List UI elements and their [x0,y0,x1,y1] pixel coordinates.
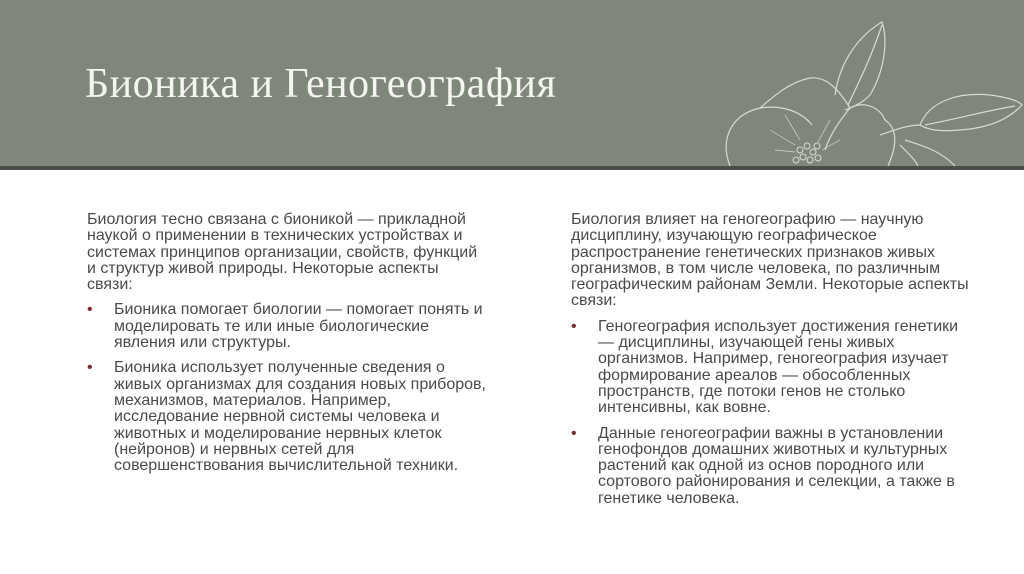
list-item [87,360,487,474]
bionics-intro: Биология тесно связана с бионикой — прикладной наукой о применении в технических устройствах и системах принципов организации, свойств, функций и структур живой природы. Некоторые аспекты связи: [87,211,478,294]
slide-title: Бионика и Геногеография [85,61,557,107]
flower-illustration-icon [700,0,1024,168]
list-item-text: Бионика помогает биологии — помогает понять и моделировать те или иные биологические явления или структуры. [114,301,483,352]
genogeography-bullet-list [571,319,971,507]
list-item-text: Бионика использует полученные сведения о живых организмах для создания новых приборов, механизмов, материалов. Например, исследование нервной системы человека и животных и моделирование нервных клеток (нейронов) и нервных сетей для совершенствования вычислительной техники. [114,359,486,475]
genogeography-column [571,212,971,516]
genogeography-intro: Биология влияет на геногеографию — научную дисциплину, изучающую географическое распространение генетических признаков живых организмов, в том числе человека, по различным географическим районам Земли. Некоторые аспекты связи: [571,211,969,310]
bionics-column [87,212,487,483]
list-item [571,319,971,417]
bullet-icon: • [87,301,93,319]
bullet-icon: • [571,424,577,442]
list-item-text: Данные геногеографии важны в установлении генофондов домашних животных и культурных растений как одной из основ породного или сортового районирования и селекции, а также в генетике человека. [598,424,955,507]
bullet-icon: • [87,359,93,377]
list-item [87,302,487,351]
list-item [571,426,971,507]
bionics-bullet-list [87,302,487,474]
bullet-icon: • [571,317,577,335]
list-item-text: Геногеография использует достижения генетики — дисциплины, изучающей гены живых организмов. Например, геногеография изучает формирование ареалов — обособленных пространств, где потоки генов не столько интенсивны, как вовне. [598,317,959,417]
